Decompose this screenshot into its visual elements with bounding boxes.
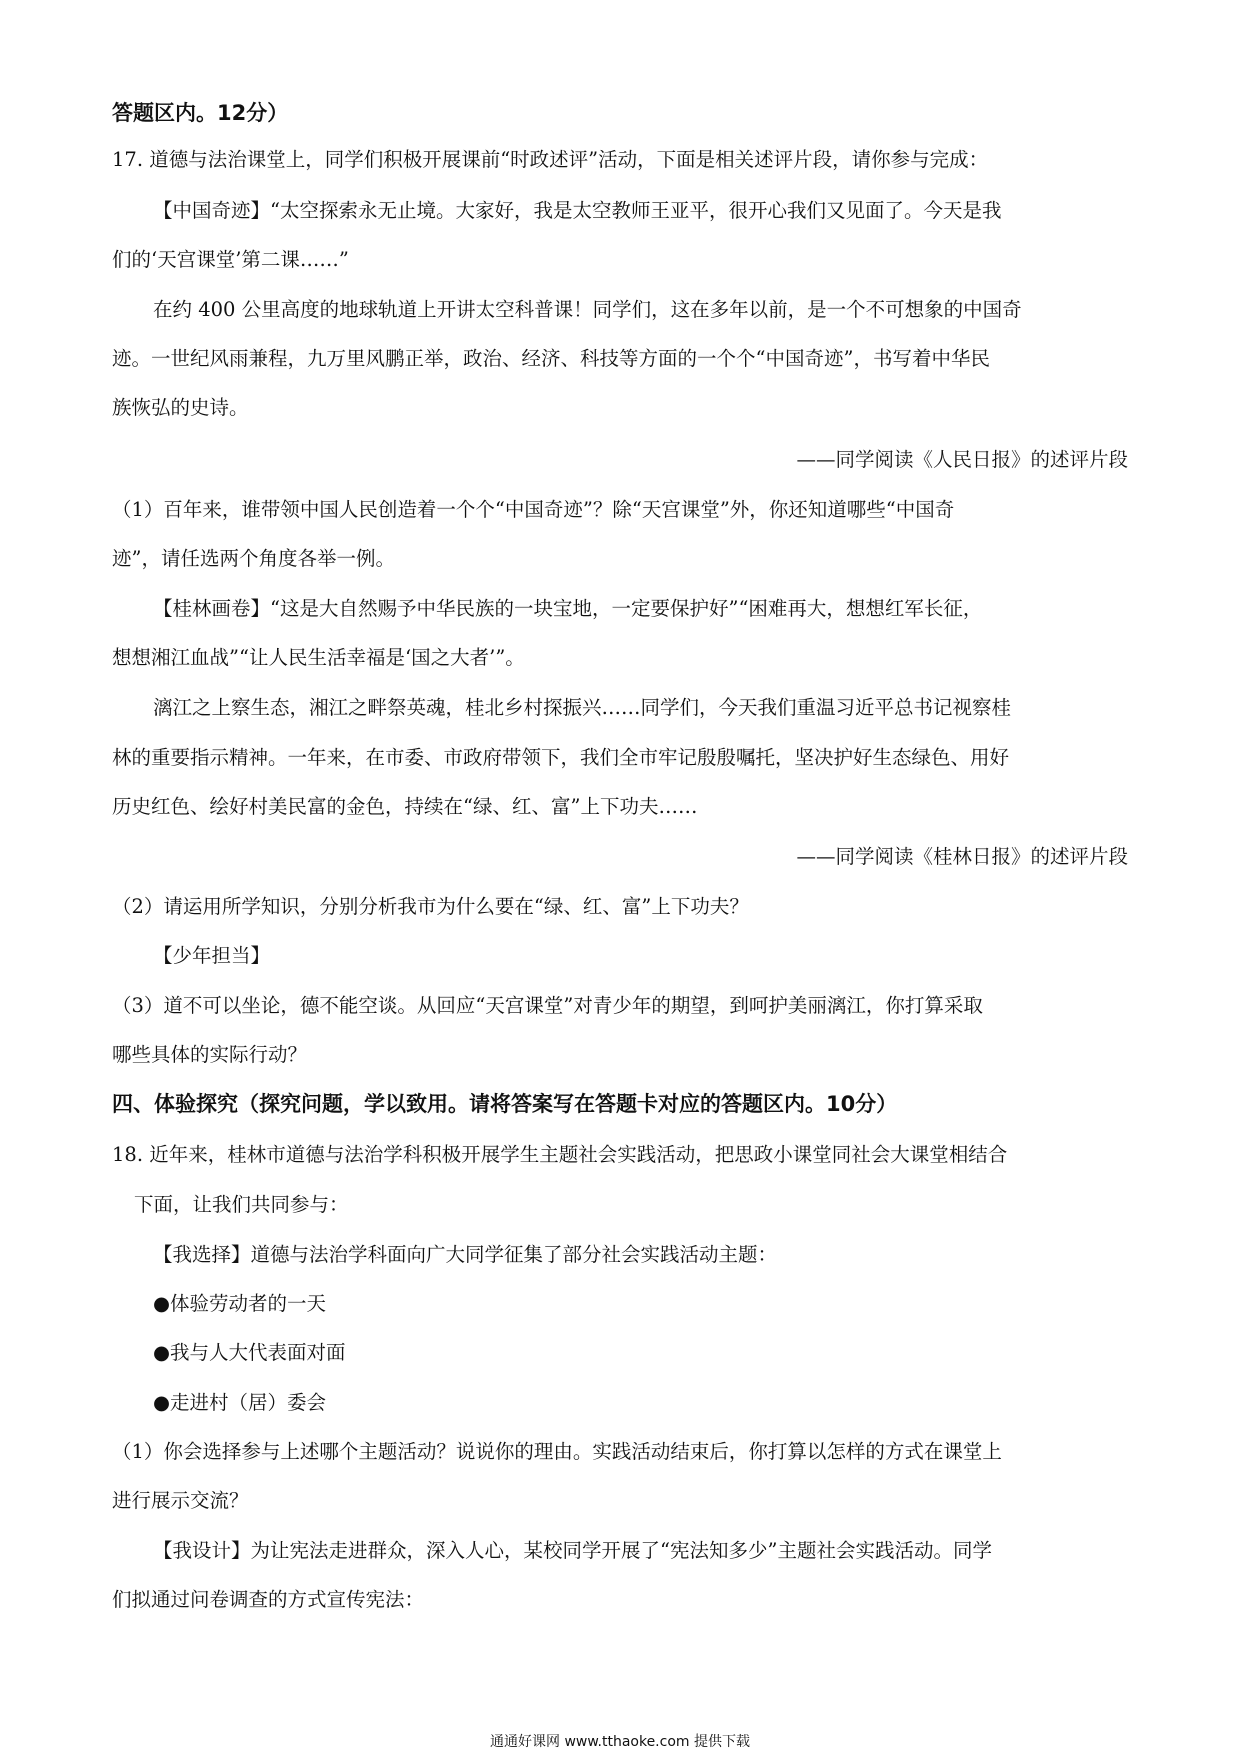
q18-bullet-3: ●走进村（居）委会 [153, 1391, 327, 1414]
q17-material-5: 【少年担当】 [153, 944, 271, 967]
q17-material-2-line-3: 族恢弘的史诗。 [112, 396, 249, 419]
q18-stem-line-2: 下面，让我们共同参与： [134, 1193, 349, 1216]
q17-material-4-line-2: 林的重要指示精神。一年来，在市委、市政府带领下，我们全市牢记殷殷嘱托，坚决护好生态绿色、用好 [112, 746, 1010, 769]
header-fragment: 答题区内。12分） [112, 101, 289, 125]
q18-material-2-line-1: 【我设计】为让宪法走进群众，深入人心，某校同学开展了“宪法知多少”主题社会实践活动。同学 [153, 1539, 992, 1562]
q18-material-2-line-2: 们拟通过问卷调查的方式宣传宪法： [112, 1588, 425, 1611]
q17-material-4-line-1: 漓江之上察生态，湘江之畔祭英魂，桂北乡村探振兴……同学们，今天我们重温习近平总书记视察桂 [153, 696, 1012, 719]
q17-material-3-line-2: 想想湘江血战”“让人民生活幸福是‘国之大者’”。 [112, 646, 525, 669]
q18-bullet-1: ●体验劳动者的一天 [153, 1292, 327, 1315]
q17-source-1: ——同学阅读《人民日报》的述评片段 [796, 448, 1128, 471]
page-footer: 通通好课网 www.tthaoke.com 提供下载 [490, 1734, 750, 1750]
q17-material-2-line-1: 在约 400 公里高度的地球轨道上开讲太空科普课！同学们，这在多年以前，是一个不可想象的中国奇 [153, 298, 1022, 321]
q18-subquestion-1-line-2: 进行展示交流？ [112, 1489, 249, 1512]
q18-bullet-2: ●我与人大代表面对面 [153, 1341, 346, 1364]
q18-material-1: 【我选择】道德与法治学科面向广大同学征集了部分社会实践活动主题： [153, 1243, 778, 1266]
q17-material-4-line-3: 历史红色、绘好村美民富的金色，持续在“绿、红、富”上下功夫…… [112, 795, 698, 818]
q18-subquestion-1-line-1: （1）你会选择参与上述哪个主题活动？说说你的理由。实践活动结束后，你打算以怎样的方式在课堂上 [112, 1440, 1002, 1463]
q17-material-1-line-1: 【中国奇迹】“太空探索永无止境。大家好，我是太空教师王亚平，很开心我们又见面了。今天是我 [153, 199, 1002, 222]
q17-material-1-line-2: 们的‘天宫课堂’第二课……” [112, 248, 349, 271]
q17-stem: 17. 道德与法治课堂上，同学们积极开展课前“时政述评”活动，下面是相关述评片段，请你参与完成： [112, 148, 989, 171]
q17-source-2: ——同学阅读《桂林日报》的述评片段 [796, 845, 1128, 868]
q17-subquestion-1-line-2: 迹”，请任选两个角度各举一例。 [112, 547, 395, 570]
q17-subquestion-3-line-2: 哪些具体的实际行动？ [112, 1043, 308, 1066]
q17-material-3-line-1: 【桂林画卷】“这是大自然赐予中华民族的一块宝地，一定要保护好”“困难再大，想想红军长征， [153, 597, 983, 620]
q17-subquestion-1-line-1: （1）百年来，谁带领中国人民创造着一个个“中国奇迹”？除“天宫课堂”外，你还知道哪些“中国奇 [112, 498, 955, 521]
q18-stem-line-1: 18. 近年来，桂林市道德与法治学科积极开展学生主题社会实践活动，把思政小课堂同社会大课堂相结合 [112, 1143, 1008, 1166]
q17-material-2-line-2: 迹。一世纪风雨兼程，九万里风鹏正举，政治、经济、科技等方面的一个个“中国奇迹”，书写着中华民 [112, 347, 990, 370]
q17-subquestion-3-line-1: （3）道不可以坐论，德不能空谈。从回应“天宫课堂”对青少年的期望，到呵护美丽漓江，你打算采取 [112, 994, 983, 1017]
q17-subquestion-2: （2）请运用所学知识，分别分析我市为什么要在“绿、红、富”上下功夫？ [112, 895, 749, 918]
section-4-heading: 四、体验探究（探究问题，学以致用。请将答案写在答题卡对应的答题区内。10分） [112, 1092, 898, 1116]
